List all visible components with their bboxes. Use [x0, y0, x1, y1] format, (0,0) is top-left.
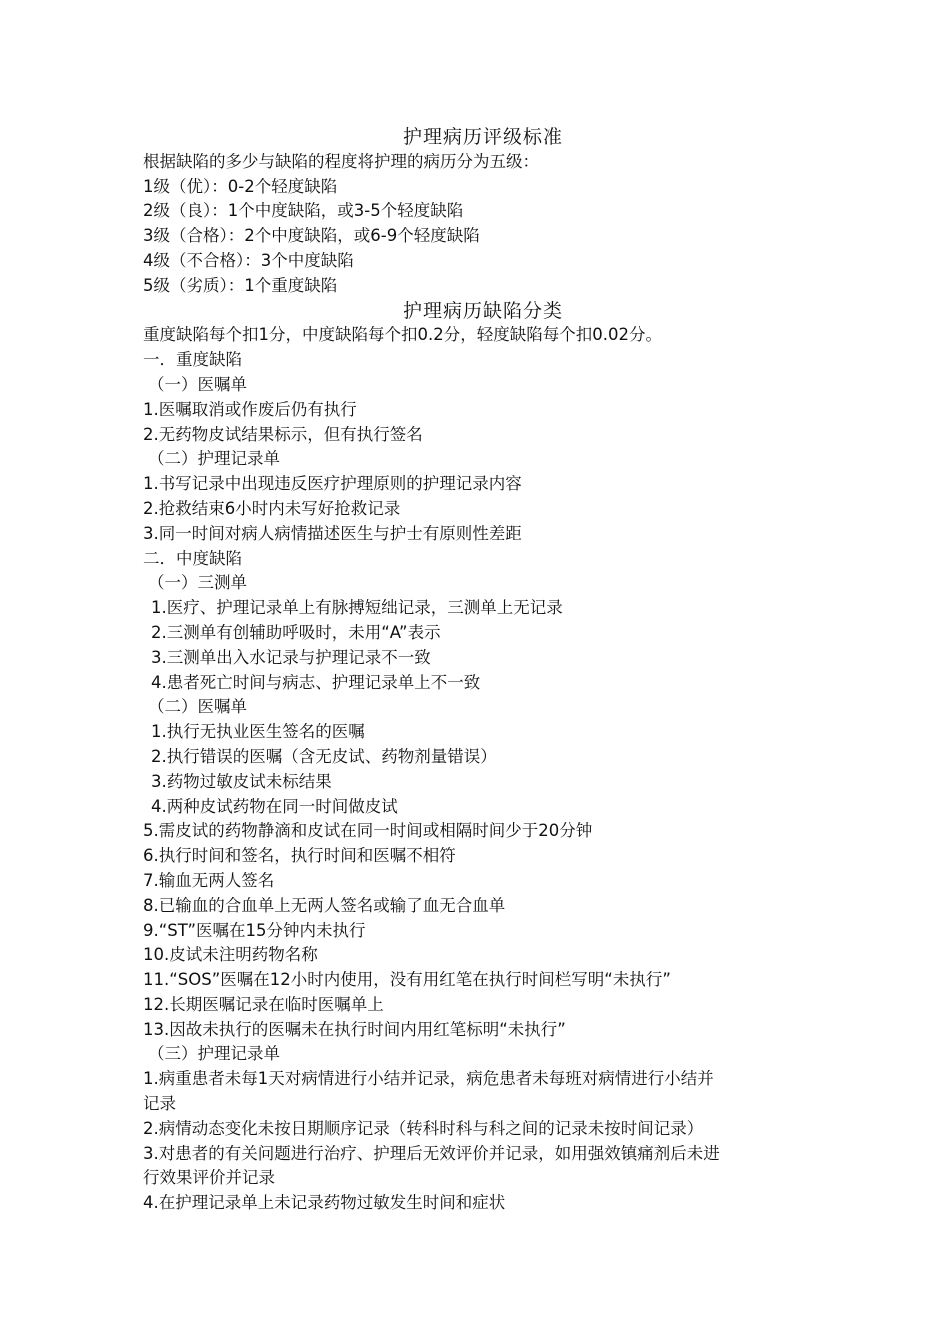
moderate-vitals-item: 3.三测单出入水记录与护理记录不一致 — [151, 647, 431, 667]
moderate-order-item: 1.执行无执业医生签名的医嘱 — [151, 722, 365, 742]
moderate-record-item-line: 2.病情动态变化未按日期顺序记录（转科时科与科之间的记录未按时间记录） — [143, 1118, 704, 1138]
grade-3: 3级（合格）：2个中度缺陷，或6-9个轻度缺陷 — [143, 226, 480, 246]
moderate-order-item: 2.执行错误的医嘱（含无皮试、药物剂量错误） — [151, 746, 497, 766]
moderate-order-item: 11.“SOS”医嘱在12小时内使用，没有用红笔在执行时间栏写明“未执行” — [143, 970, 671, 990]
moderate-record-item-line: 记录 — [143, 1094, 176, 1114]
moderate-order-item: 6.执行时间和签名，执行时间和医嘱不相符 — [143, 846, 456, 866]
moderate-order-item: 10.皮试未注明药物名称 — [143, 945, 318, 965]
moderate-record-item-line: 行效果评价并记录 — [143, 1168, 275, 1188]
moderate-order-item: 5.需皮试的药物静滴和皮试在同一时间或相隔时间少于20分钟 — [143, 821, 593, 841]
moderate-order-item: 12.长期医嘱记录在临时医嘱单上 — [143, 994, 384, 1014]
severe-record-item: 3.同一时间对病人病情描述医生与护士有原则性差距 — [143, 523, 522, 543]
moderate-heading: 二．中度缺陷 — [143, 548, 242, 568]
moderate-order-item: 9.“ST”医嘱在15分钟内未执行 — [143, 920, 366, 940]
document-body — [143, 125, 823, 1216]
moderate-record-item-line: 3.对患者的有关问题进行治疗、护理后无效评价并记录，如用强效镇痛剂后未进 — [143, 1143, 720, 1163]
title-defect-classification: 护理病历缺陷分类 — [402, 299, 563, 322]
moderate-vitals-item: 2.三测单有创辅助呼吸时，未用“A”表示 — [151, 622, 441, 642]
moderate-order-item: 4.两种皮试药物在同一时间做皮试 — [151, 796, 398, 816]
moderate-vitals-item: 1.医疗、护理记录单上有脉搏短绌记录，三测单上无记录 — [151, 598, 563, 618]
moderate-order-item: 13.因故未执行的医嘱未在执行时间内用红笔标明“未执行” — [143, 1019, 566, 1039]
severe-record-item: 1.书写记录中出现违反医疗护理原则的护理记录内容 — [143, 474, 522, 494]
grade-2: 2级（良）：1个中度缺陷，或3-5个轻度缺陷 — [143, 201, 464, 221]
moderate-order-item: 8.已输血的合血单上无两人签名或输了血无合血单 — [143, 895, 506, 915]
severe-record-item: 2.抢救结束6小时内未写好抢救记录 — [143, 498, 401, 518]
moderate-records-heading: （三）护理记录单 — [148, 1044, 280, 1064]
deduction-rule: 重度缺陷每个扣1分，中度缺陷每个扣0.2分，轻度缺陷每个扣0.02分。 — [143, 325, 662, 345]
moderate-orders-heading: （二）医嘱单 — [148, 697, 247, 717]
grading-intro: 根据缺陷的多少与缺陷的程度将护理的病历分为五级： — [143, 151, 539, 171]
grade-4: 4级（不合格）：3个中度缺陷 — [143, 250, 354, 270]
moderate-order-item: 7.输血无两人签名 — [143, 870, 275, 890]
severe-order-item: 2.无药物皮试结果标示，但有执行签名 — [143, 424, 423, 444]
severe-heading: 一．重度缺陷 — [143, 350, 242, 370]
title-grading-standard: 护理病历评级标准 — [402, 126, 563, 148]
moderate-record-item-line: 4.在护理记录单上未记录药物过敏发生时间和症状 — [143, 1193, 506, 1213]
grade-5: 5级（劣质）：1个重度缺陷 — [143, 275, 338, 295]
moderate-record-item-line: 1.病重患者未每1天对病情进行小结并记录，病危患者未每班对病情进行小结并 — [143, 1069, 714, 1089]
moderate-vitals-heading: （一）三测单 — [148, 573, 247, 593]
severe-order-item: 1.医嘱取消或作废后仍有执行 — [143, 399, 357, 419]
grade-1: 1级（优）：0-2个轻度缺陷 — [143, 176, 338, 196]
moderate-order-item: 3.药物过敏皮试未标结果 — [151, 771, 332, 791]
severe-orders-heading: （一）医嘱单 — [148, 374, 247, 394]
moderate-vitals-item: 4.患者死亡时间与病志、护理记录单上不一致 — [151, 672, 481, 692]
severe-records-heading: （二）护理记录单 — [148, 449, 280, 469]
